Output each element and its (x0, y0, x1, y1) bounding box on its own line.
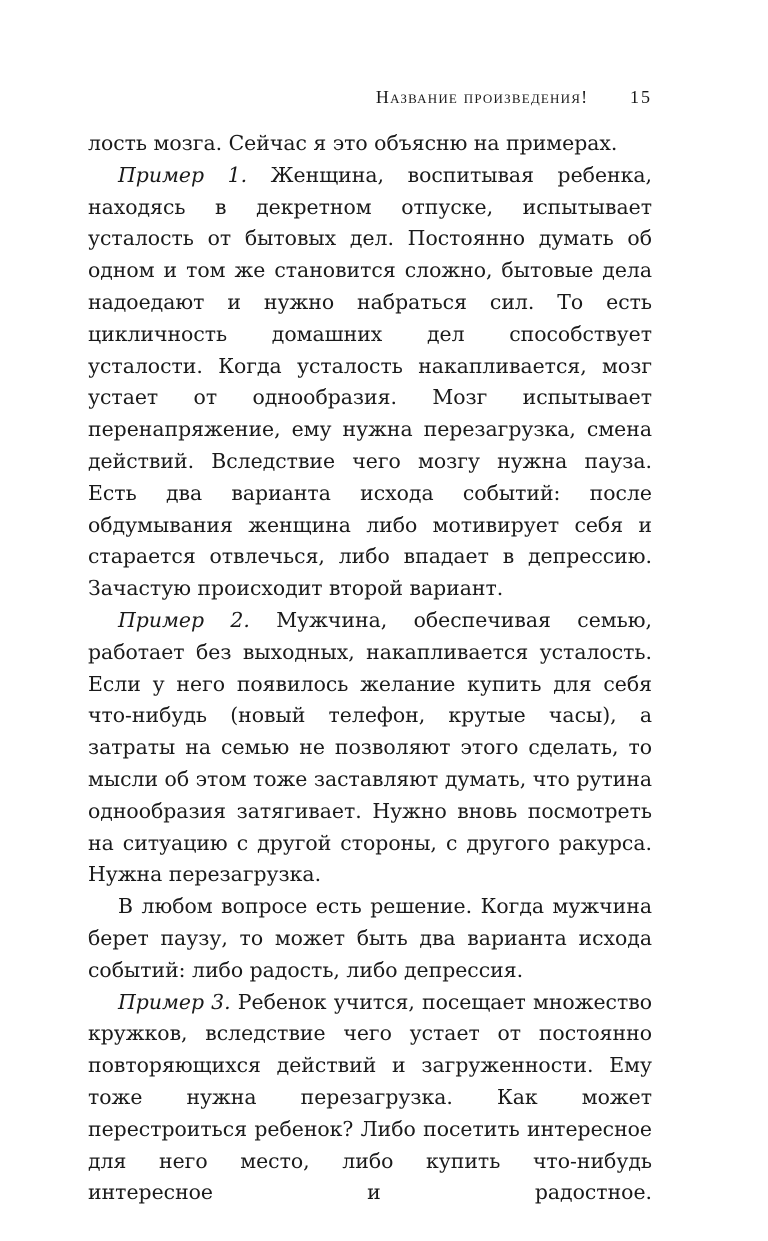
paragraph-text: лость мозга. Сейчас я это объясню на примерах. (88, 131, 618, 155)
body-text (88, 128, 652, 1209)
example-lead: Пример 3. (118, 989, 231, 1014)
paragraph-solution (88, 891, 652, 986)
paragraph-example-3 (88, 987, 652, 1210)
running-head (88, 86, 652, 108)
paragraph-text: Мужчина, обеспечивая семью, работает без выходных, накапливается усталость. Если у него появилось желание купить для себя что-нибудь (новый телефон, крутые часы), а затраты на семью не позволяют этого сделать, то мысли об этом тоже заставляют думать, что рутина однообразия затягивает. Нужно вновь посмотреть на ситуацию с другой стороны, с другого ракурса. Нужна перезагрузка. (88, 607, 652, 887)
paragraph-text: Женщина, воспитывая ребенка, находясь в декретном отпуске, испытывает усталость от бытовых дел. Постоянно думать об одном и том же становится сложно, бытовые дела надоедают и нужно набраться сил. То есть цикличность домашних дел способствует усталости. Когда усталость накапливается, мозг устает от однообразия. Мозг испытывает перенапряжение, ему нужна перезагрузка, смена действий. Вследствие чего мозгу нужна пауза. Есть два варианта исхода событий: после обдумывания женщина либо мотивирует себя и старается отвлечься, либо впадает в депрессию. Зачастую происходит второй вариант. (88, 162, 652, 601)
paragraph-example-2 (88, 605, 652, 891)
paragraph-text: В любом вопросе есть решение. Когда мужчина берет паузу, то может быть два варианта исхода событий: либо радость, либо депрессия. (88, 894, 652, 982)
paragraph-example-1 (88, 160, 652, 605)
example-lead: Пример 2. (118, 607, 250, 632)
paragraph-text: Ребенок учится, посещает множество кружков, вследствие чего устает от постоянно повторяющихся действий и загруженности. Ему тоже нужна перезагрузка. Как может перестроиться ребенок? Либо посетить интересное для него место, либо купить что-нибудь интересное и радостное. (88, 989, 652, 1205)
page-number: 15 (630, 87, 652, 107)
running-title: Название произведения! (375, 87, 589, 107)
paragraph-continuation (88, 128, 652, 160)
example-lead: Пример 1. (118, 162, 248, 187)
